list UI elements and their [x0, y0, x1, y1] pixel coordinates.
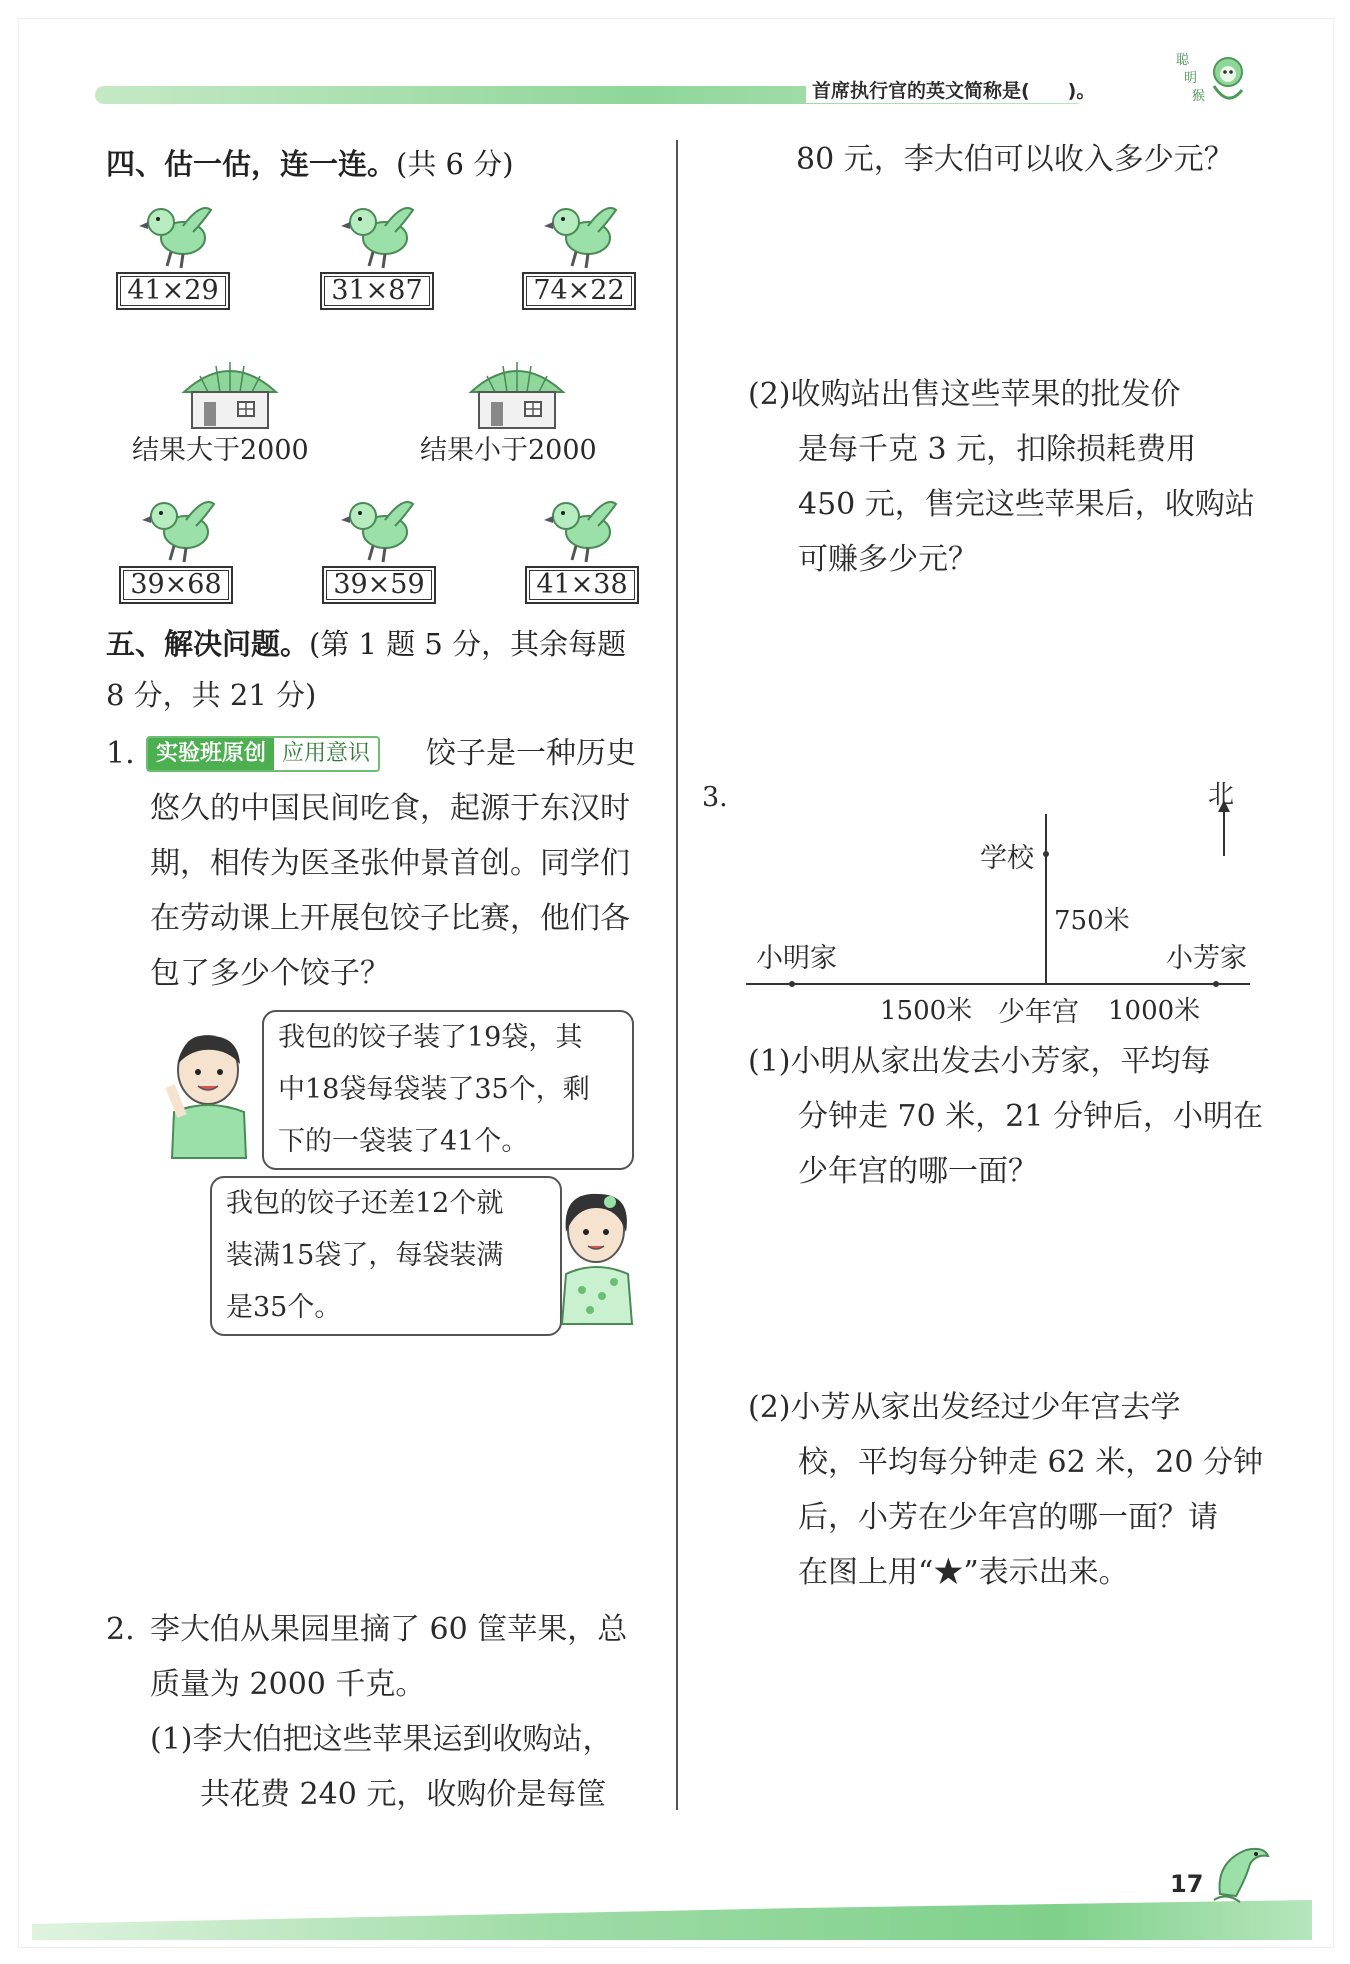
girl-icon: [552, 1186, 642, 1326]
section5-score: 8 分，共 21 分): [106, 678, 317, 712]
q3-part2-line: 在图上用“★”表示出来。: [798, 1555, 1129, 1590]
parrot-icon: [333, 490, 423, 565]
distance-left: 1500米: [880, 996, 973, 1026]
speech-line: 中18袋每袋装了35个，剩: [278, 1074, 590, 1105]
q2-part1-line: 共花费 240 元，收购价是每筐: [200, 1777, 607, 1812]
q3-part2-line: 后，小芳在少年宫的哪一面？请: [798, 1500, 1218, 1535]
speech-line: 我包的饺子装了19袋，其: [278, 1022, 583, 1053]
speech-line: 我包的饺子还差12个就: [226, 1188, 504, 1219]
parrot-icon: [536, 196, 626, 271]
q3-part1-line: 分钟走 70 米，21 分钟后，小明在: [798, 1099, 1263, 1134]
house-label: 结果小于2000: [420, 435, 597, 466]
xiaoming-home-label: 小明家: [756, 943, 837, 974]
house-label: 结果大于2000: [132, 435, 309, 466]
tag-original: 实验班原创: [148, 738, 274, 770]
product-box: 39×68: [119, 566, 233, 604]
svg-text:明: 明: [1184, 71, 1198, 86]
q1-line: 在劳动课上开展包饺子比赛，他们各: [150, 901, 630, 936]
parrot-icon: [536, 490, 626, 565]
boy-speech-bubble: [262, 1010, 634, 1170]
q1-line: 饺子是一种历史: [426, 736, 636, 771]
q3-part2-line: 校，平均每分钟走 62 米，20 分钟: [798, 1445, 1263, 1480]
q1-line: 悠久的中国民间吃食，起源于东汉时: [150, 791, 630, 826]
school-dot: [1043, 851, 1049, 857]
q2-part2-line: 450 元，售完这些苹果后，收购站: [798, 487, 1255, 522]
q1-number: 1.: [106, 736, 135, 771]
section4-title: 四、估一估，连一连。(共 6 分): [106, 147, 514, 181]
q2-line: 质量为 2000 千克。: [150, 1667, 426, 1702]
q3-part1-line: (1)小明从家出发去小芳家，平均每: [748, 1044, 1211, 1079]
column-divider: [676, 140, 678, 1810]
boy-icon: [164, 1030, 254, 1160]
tag-skill: 应用意识: [282, 741, 371, 766]
school-label: 学校: [980, 843, 1034, 874]
q3-part2-line: (2)小芳从家出发经过少年宫去学: [748, 1390, 1181, 1425]
girl-speech-bubble: [210, 1176, 562, 1336]
section5-title: 五、解决问题。(第 1 题 5 分，其余每题: [106, 627, 627, 661]
q2-part1-line: (1)李大伯把这些苹果运到收购站，: [150, 1722, 613, 1757]
north-label: 北: [1208, 780, 1235, 810]
product-box: 31×87: [320, 272, 434, 310]
parrot-icon: [134, 490, 224, 565]
product-box: 41×38: [525, 566, 639, 604]
dolphin-icon: [1206, 1838, 1276, 1908]
palace-label: 少年宫: [998, 997, 1079, 1028]
q3-part1-line: 少年宫的哪一面？: [798, 1154, 1038, 1189]
q1-line: 包了多少个饺子？: [150, 956, 390, 991]
product-box: 74×22: [522, 272, 636, 310]
distance-right: 1000米: [1108, 996, 1201, 1026]
header-question: 首席执行官的英文简称是( )。: [806, 76, 1101, 103]
speech-line: 下的一袋装了41个。: [278, 1126, 529, 1157]
monkey-mascot-icon: [1170, 46, 1250, 112]
q2-part2-line: (2)收购站出售这些苹果的批发价: [748, 377, 1181, 412]
q2-line: 李大伯从果园里摘了 60 筐苹果，总: [150, 1612, 628, 1647]
q3-number: 3.: [702, 782, 728, 813]
q1-tag: [146, 736, 380, 772]
house-icon: [467, 356, 567, 430]
svg-text:猴: 猴: [1192, 89, 1206, 104]
xiaoming-home-dot: [789, 981, 795, 987]
product-box: 41×29: [116, 272, 230, 310]
page-number: 17: [1170, 1870, 1204, 1898]
svg-text:聪: 聪: [1176, 53, 1190, 68]
house-icon: [180, 356, 280, 430]
xiaofang-home-dot: [1213, 981, 1219, 987]
q1-line: 期，相传为医圣张仲景首创。同学们: [150, 846, 630, 881]
product-box: 39×59: [322, 566, 436, 604]
xiaofang-home-label: 小芳家: [1166, 943, 1247, 974]
speech-line: 装满15袋了，每袋装满: [226, 1240, 504, 1271]
q2-number: 2.: [106, 1612, 135, 1647]
q2-part2-line: 可赚多少元？: [798, 542, 978, 577]
q2-part1-cont: 80 元，李大伯可以收入多少元？: [796, 142, 1234, 177]
parrot-icon: [131, 196, 221, 271]
distance-school: 750米: [1054, 906, 1130, 936]
parrot-icon: [333, 196, 423, 271]
speech-line: 是35个。: [226, 1292, 342, 1323]
q2-part2-line: 是每千克 3 元，扣除损耗费用: [798, 432, 1197, 467]
